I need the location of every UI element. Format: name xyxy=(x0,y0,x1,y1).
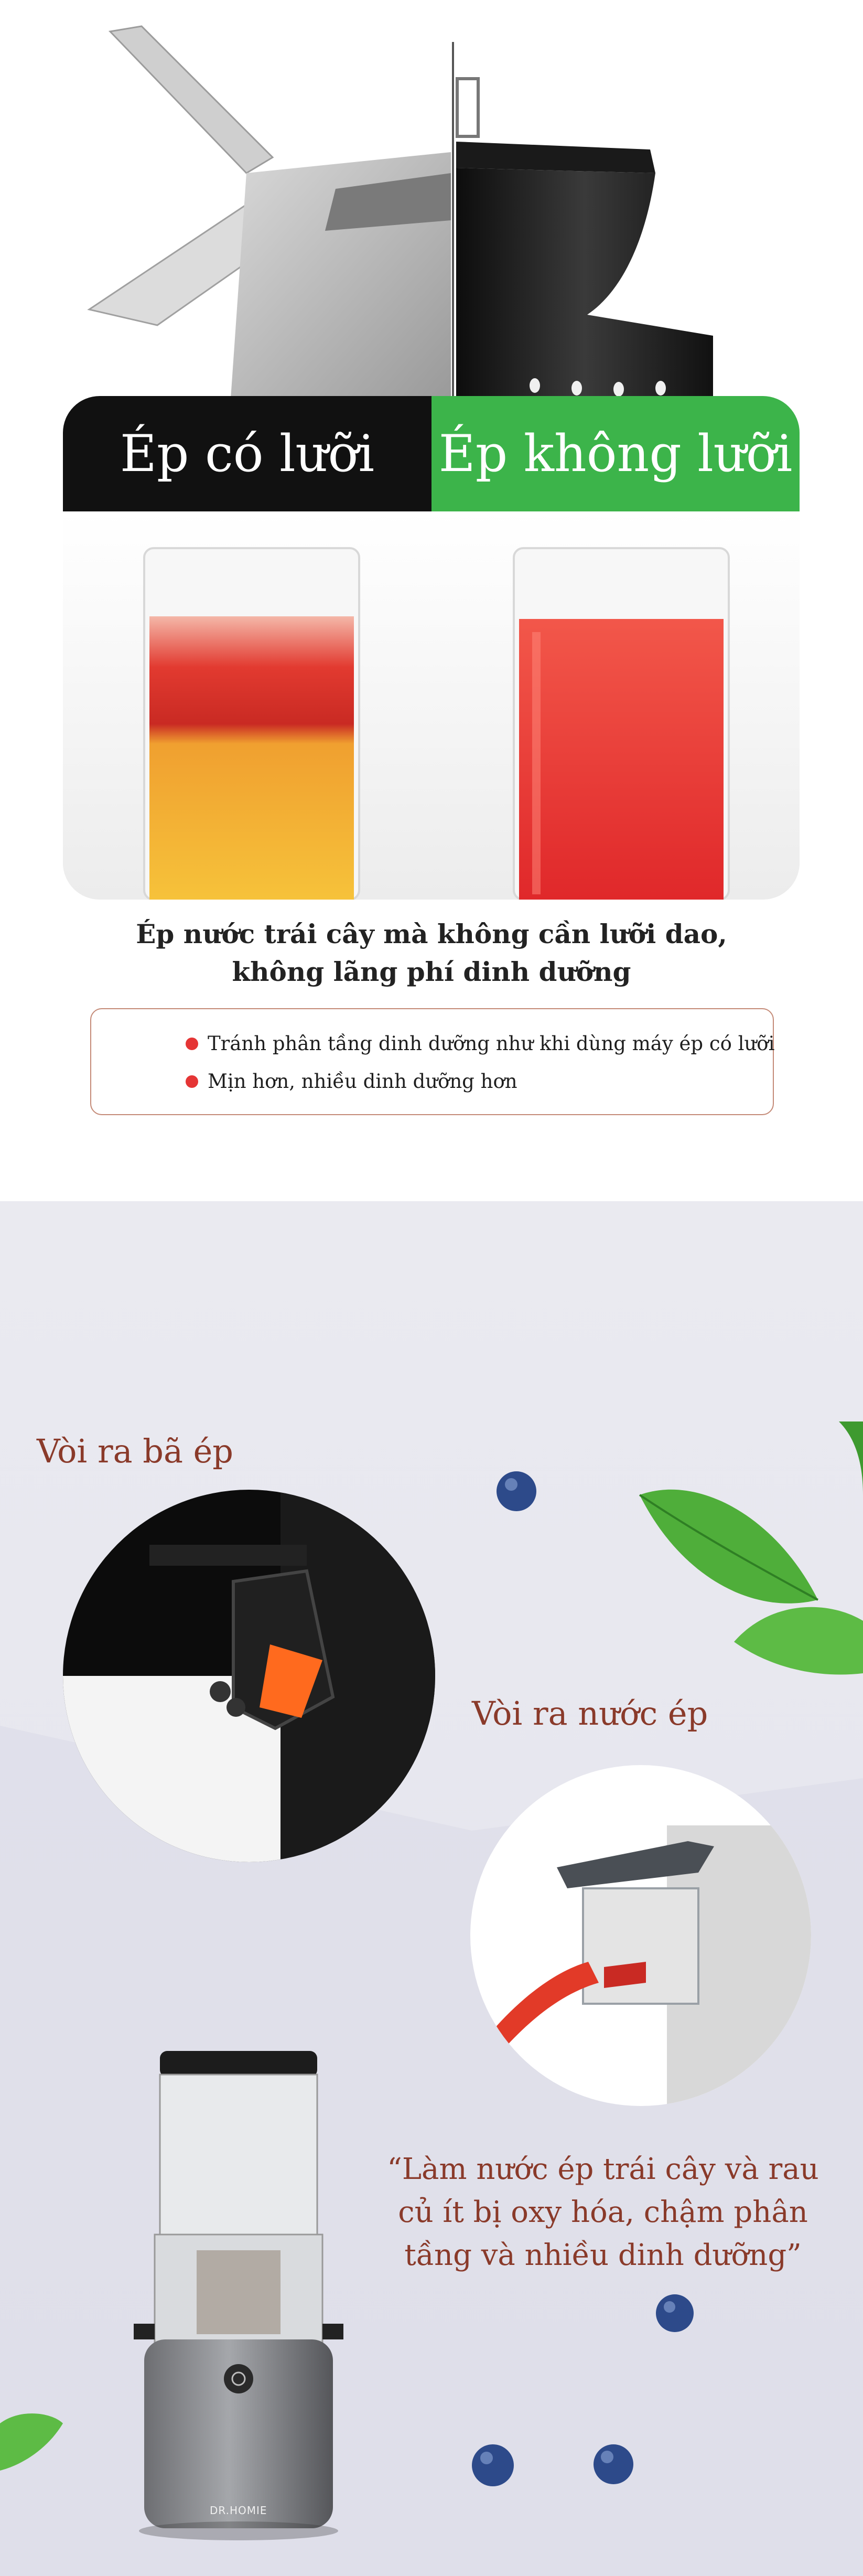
juice-spout-label: Vòi ra nước ép xyxy=(472,1694,708,1733)
juicer-product-image xyxy=(118,2025,375,2549)
note-item-1 xyxy=(186,1032,774,1055)
comparison-card xyxy=(63,396,800,900)
caption-line-1: Ép nước trái cây mà không cần lưỡi dao, xyxy=(136,918,727,949)
pulp-spout-image xyxy=(60,1487,438,1865)
note-item-2 xyxy=(186,1070,517,1093)
brand-logo: DR.HOMIE xyxy=(210,2504,267,2517)
blade-vs-screw-image xyxy=(0,0,863,399)
no-blade-tab-label: Ép không lưỡi xyxy=(432,396,800,511)
benefit-note-box xyxy=(90,1008,774,1115)
bullet-dot-icon xyxy=(186,1075,198,1088)
benefit-caption xyxy=(0,915,863,991)
quote-block xyxy=(346,2148,860,2277)
caption-line-2: không lãng phí dinh dưỡng xyxy=(232,956,631,987)
blade-tab-label: Ép có lưỡi xyxy=(63,396,432,511)
bullet-dot-icon xyxy=(186,1038,198,1050)
note-text-1: Tránh phân tầng dinh dưỡng như khi dùng máy ép có lưỡi xyxy=(208,1032,775,1055)
juice-glasses-image xyxy=(63,511,800,900)
quote-line-3: tầng và nhiều dinh dưỡng” xyxy=(404,2238,802,2272)
spouts-section xyxy=(0,1201,863,2576)
juice-spout-image xyxy=(468,1762,814,2109)
pulp-spout-label: Vòi ra bã ép xyxy=(37,1432,233,1470)
leaf-icon xyxy=(640,1421,863,1675)
quote-line-2: củ ít bị oxy hóa, chậm phân xyxy=(398,2195,808,2229)
note-text-2: Mịn hơn, nhiều dinh dưỡng hơn xyxy=(208,1070,517,1093)
quote-line-1: “Làm nước ép trái cây và rau xyxy=(387,2152,819,2186)
comparison-section xyxy=(0,0,863,1201)
